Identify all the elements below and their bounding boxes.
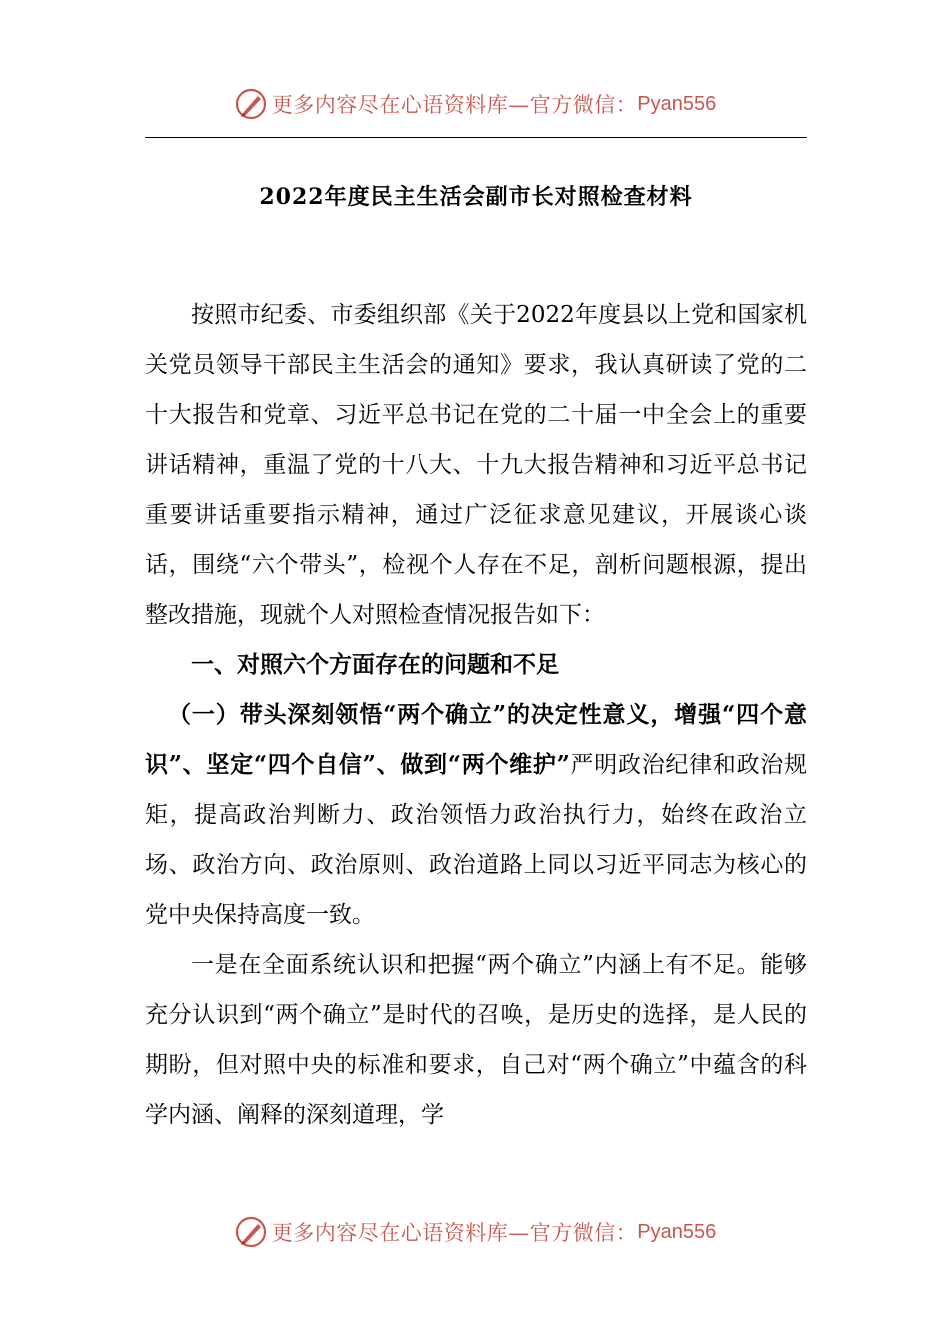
watermark-text: 更多内容尽在心语资料库—官方微信：: [271, 93, 638, 117]
watermark-text: 更多内容尽在心语资料库—官方微信：: [271, 1221, 638, 1245]
intro-paragraph: 按照市纪委、市委组织部《关于2022年度县以上党和国家机关党员领导干部民主生活会的通知》要求，我认真研读了党的二十大报告和党章、习近平总书记在党的二十届一中全会上的重要讲话精神，重温了党的十八大、十九大报告精神和习近平总书记重要讲话重要指示精神，通过广泛征求意见建议，开展谈心谈话，围绕“六个带头”，检视个人存在不足，剖析问题根源，提出整改措施，现就个人对照检查情况报告如下：: [145, 302, 807, 628]
watermark-footer: [0, 1212, 950, 1252]
watermark-wechat-id: Pyan556: [637, 1220, 717, 1243]
subsection-paragraph: [145, 690, 807, 940]
pen-logo-icon: [234, 1215, 268, 1249]
subsection-bold-title: （一）带头深刻领悟“两个确立”的决定性意义，增强“四个意识”、坚定“四个自信”、做到“两个维护”: [145, 701, 807, 778]
pen-logo-icon: [234, 87, 268, 121]
document-title: 2022年度民主生活会副市长对照检查材料: [259, 184, 693, 210]
document-body: [145, 290, 807, 1140]
point-paragraph: 一是在全面系统认识和把握“两个确立”内涵上有不足。能够充分认识到“两个确立”是时代的召唤，是历史的选择，是人民的期盼，但对照中央的标准和要求，自己对“两个确立”中蕴含的科学内涵、阐释的深刻道理，学: [145, 952, 807, 1128]
header-divider: [145, 137, 807, 138]
watermark-wechat-id: Pyan556: [637, 92, 717, 115]
subsection-body-text: 严明政治纪律和政治规矩，提高政治判断力、政治领悟力政治执行力，始终在政治立场、政治方向、政治原则、政治道路上同以习近平同志为核心的党中央保持高度一致。: [145, 752, 807, 928]
watermark-header: [0, 84, 950, 124]
section-heading: 一、对照六个方面存在的问题和不足: [191, 651, 559, 678]
